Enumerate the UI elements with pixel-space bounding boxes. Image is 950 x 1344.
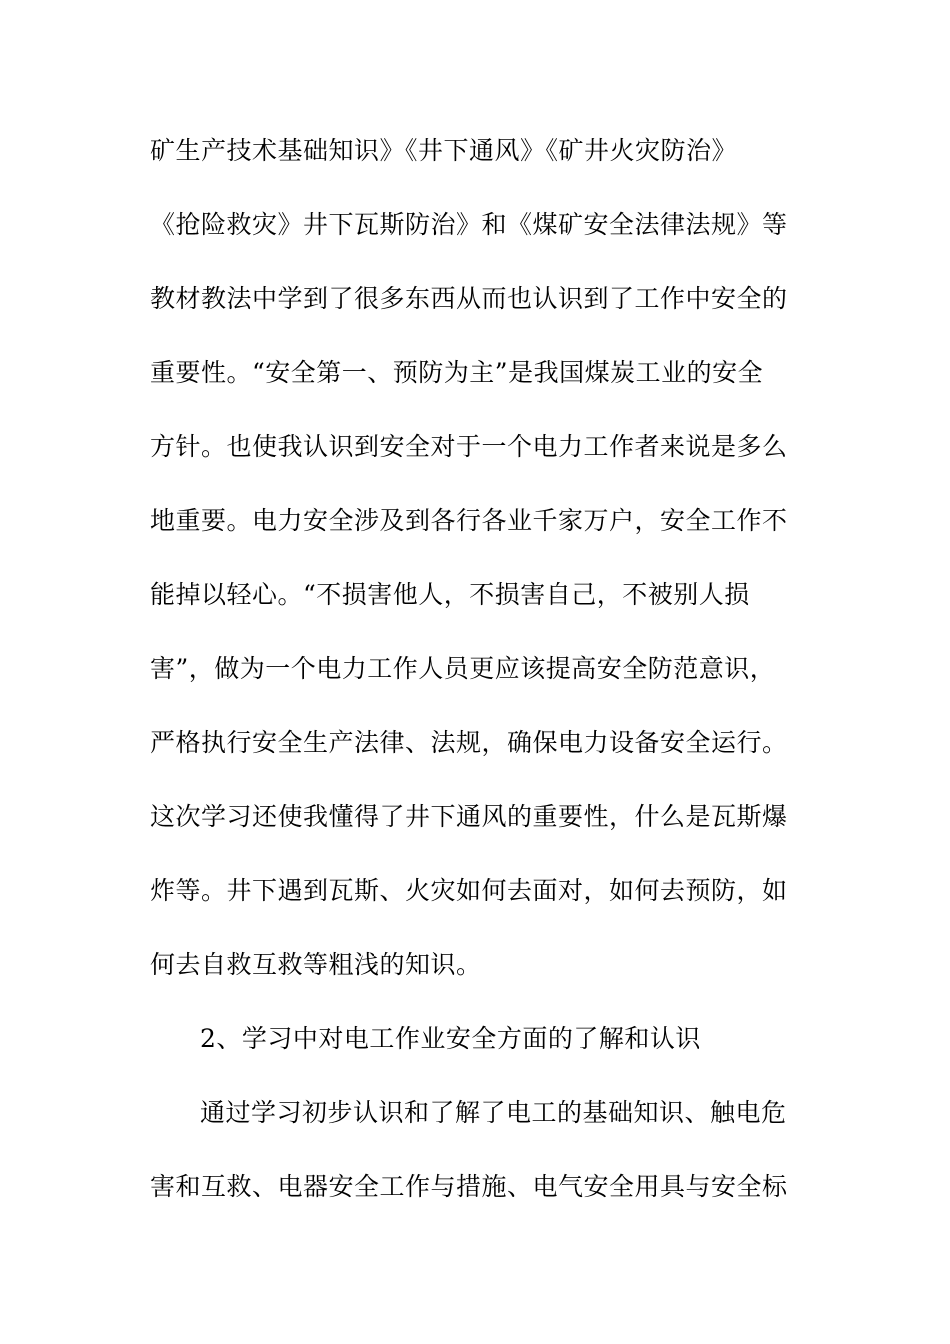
body-line-3: 教材教法中学到了很多东西从而也认识到了工作中安全的 bbox=[150, 284, 788, 313]
body-line-10: 这次学习还使我懂得了井下通风的重要性，什么是瓦斯爆 bbox=[150, 802, 788, 831]
body-line-6: 地重要。电力安全涉及到各行各业千家万户，安全工作不 bbox=[150, 506, 788, 535]
body-line-12: 何去自救互救等粗浅的知识。 bbox=[150, 950, 482, 979]
body-line-2: 《抢险救灾》井下瓦斯防治》和《煤矿安全法律法规》等 bbox=[150, 210, 788, 239]
document-body bbox=[150, 128, 800, 1238]
body-line-14: 通过学习初步认识和了解了电工的基础知识、触电危 bbox=[200, 1098, 787, 1127]
body-line-8: 害”，做为一个电力工作人员更应该提高安全防范意识， bbox=[150, 654, 776, 683]
body-line-5: 方针。也使我认识到安全对于一个电力工作者来说是多么 bbox=[150, 432, 788, 461]
body-line-9: 严格执行安全生产法律、法规，确保电力设备安全运行。 bbox=[150, 728, 788, 757]
body-line-4: 重要性。“安全第一、预防为主”是我国煤炭工业的安全 bbox=[150, 358, 764, 387]
body-line-7: 能掉以轻心。“不损害他人，不损害自己，不被别人损 bbox=[150, 580, 750, 609]
body-line-1: 矿生产技术基础知识》《井下通风》《矿井火灾防治》 bbox=[150, 136, 738, 165]
section-heading: 2、学习中对电工作业安全方面的了解和认识 bbox=[200, 1024, 701, 1053]
body-line-11: 炸等。井下遇到瓦斯、火灾如何去面对，如何去预防，如 bbox=[150, 876, 788, 905]
body-line-15: 害和互救、电器安全工作与措施、电气安全用具与安全标 bbox=[150, 1172, 788, 1201]
